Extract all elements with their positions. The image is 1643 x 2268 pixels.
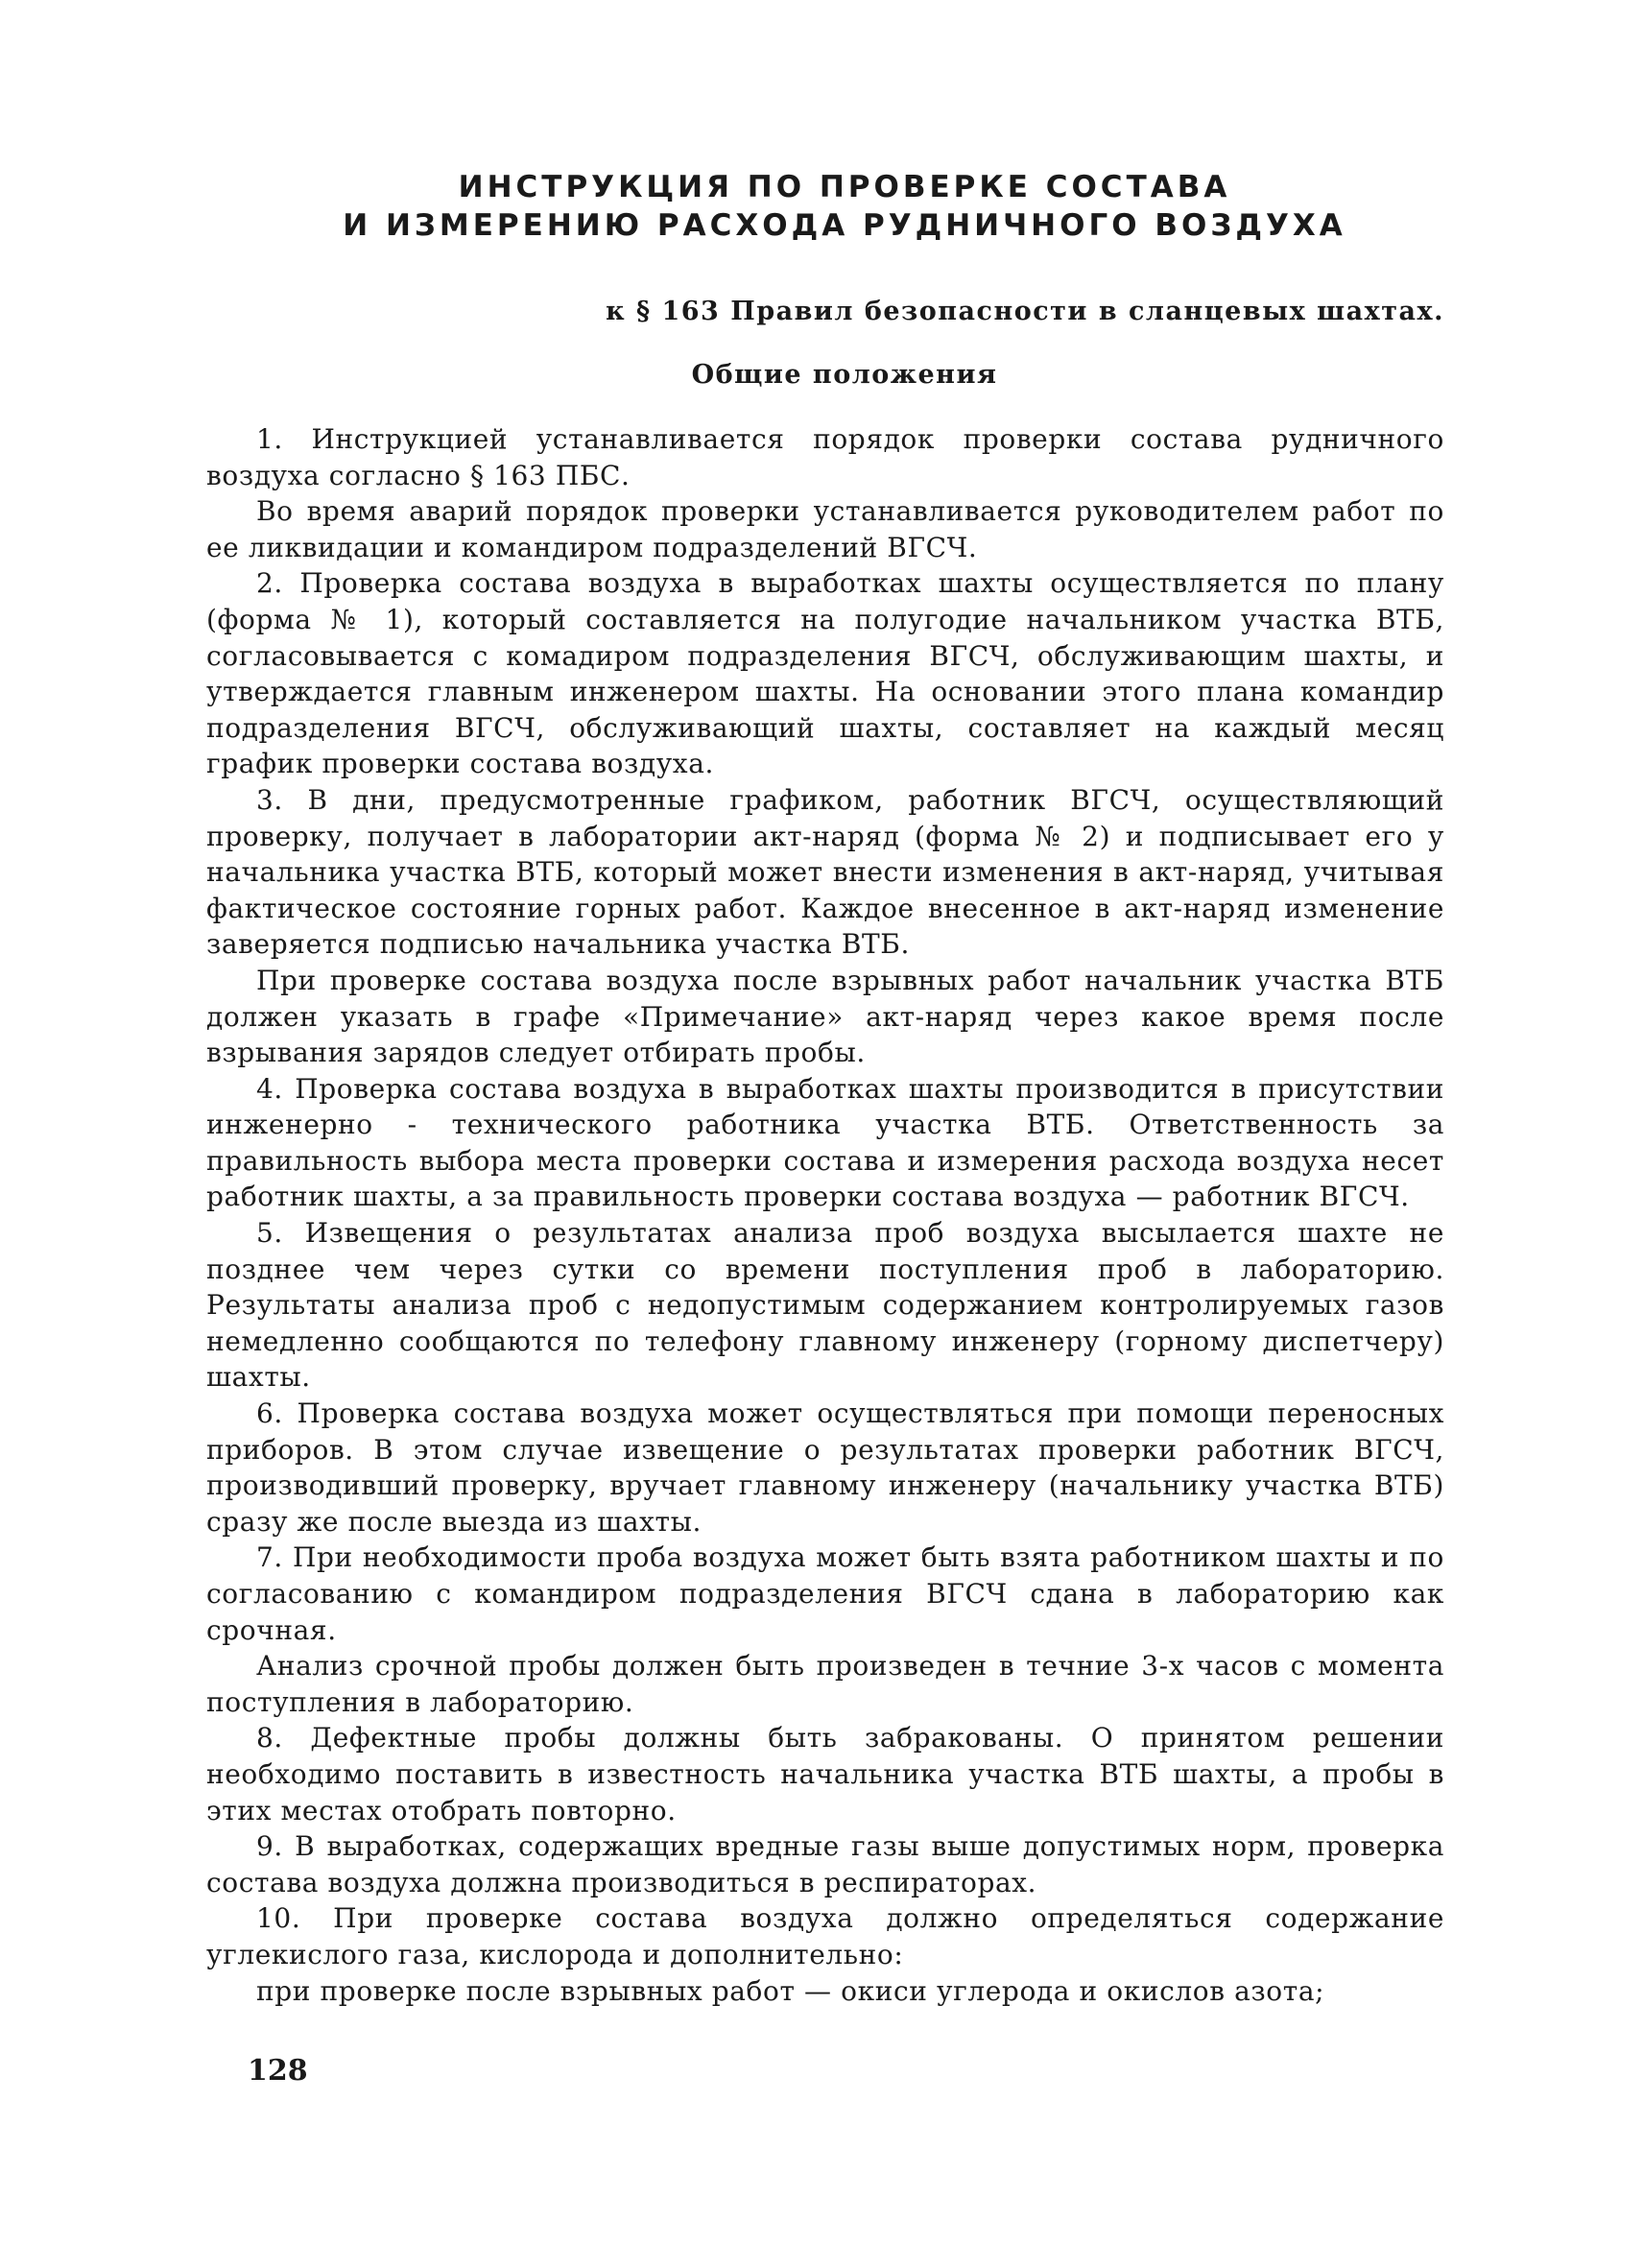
paragraph: 10. При проверке состава воздуха должно определяться содержание углекислого газа, кислорода и дополнительно: (206, 1902, 1444, 1970)
paragraph: 9. В выработках, содержащих вредные газы выше допустимых норм, проверка состава воздуха должна производиться в респираторах. (206, 1830, 1444, 1898)
paragraph: 6. Проверка состава воздуха может осуществляться при помощи переносных приборов. В этом случае извещение о результатах проверки работник ВГСЧ, производивший проверку, вручает главному инженеру (начальнику участка ВТБ) сразу же после выезда из шахты. (206, 1397, 1444, 1538)
paragraph: 5. Извещения о результатах анализа проб воздуха высылается шахте не позднее чем через сутки со времени поступления проб в лабораторию. Результаты анализа проб с недопустимым содержанием контролируемых газов немедленно сообщаются по телефону главному инженеру (горному диспетчеру) шахты. (206, 1217, 1444, 1394)
paragraph: 1. Инструкцией устанавливается порядок проверки состава рудничного воздуха согласно § 163 ПБС. (206, 423, 1444, 491)
document-subtitle: к § 163 Правил безопасности в сланцевых шахтах. (606, 297, 1444, 326)
paragraph: при проверке после взрывных работ — окиси углерода и окислов азота; (256, 1974, 1325, 2007)
page-content (206, 168, 1444, 2009)
paragraph: 4. Проверка состава воздуха в выработках шахты производится в присутствии инженерно - технического работника участка ВТБ. Ответственность за правильность выбора места проверки состава и измерения расхода воздуха несет работник шахты, а за правильность проверки состава воздуха — работник ВГСЧ. (206, 1072, 1444, 1213)
title-line-2: И ИЗМЕРЕНИЮ РАСХОДА РУДНИЧНОГО ВОЗДУХА (343, 208, 1346, 243)
paragraph: 8. Дефектные пробы должны быть забракованы. О принятом решении необходимо поставить в известность начальника участка ВТБ шахты, а пробы в этих местах отобрать повторно. (206, 1722, 1444, 1826)
paragraph: 2. Проверка состава воздуха в выработках шахты осуществляется по плану (форма № 1), который составляется на полугодие начальником участка ВТБ, согласовывается с комадиром подразделения ВГСЧ, обслуживающим шахты, и утверждается главным инженером шахты. На основании этого плана командир подразделения ВГСЧ, обслуживающий шахты, составляет на каждый месяц график проверки состава воздуха. (206, 567, 1444, 780)
body-text (206, 421, 1444, 2009)
paragraph: 7. При необходимости проба воздуха может быть взята работником шахты и по согласованию с командиром подразделения ВГСЧ сдана в лабораторию как срочная. (206, 1541, 1444, 1646)
section-heading: Общие положения (691, 360, 998, 390)
paragraph: При проверке состава воздуха после взрывных работ начальник участка ВТБ должен указать в графе «Примечание» акт-наряд через какое время после взрывания зарядов следует отбирать пробы. (206, 964, 1444, 1069)
paragraph: Анализ срочной пробы должен быть произведен в течние 3-х часов с момента поступления в лабораторию. (206, 1650, 1444, 1718)
paragraph: 3. В дни, предусмотренные графиком, работник ВГСЧ, осуществляющий проверку, получает в лаборатории акт-наряд (форма № 2) и подписывает его у начальника участка ВТБ, который может внести изменения в акт-наряд, учитывая фактическое состояние горных работ. Каждое внесенное в акт-наряд изменение заверяется подписью начальника участка ВТБ. (206, 783, 1444, 961)
page-number: 128 (248, 2054, 308, 2088)
paragraph: Во время аварий порядок проверки устанавливается руководителем работ по ее ликвидации и командиром подразделений ВГСЧ. (206, 495, 1444, 563)
title-line-1: ИНСТРУКЦИЯ ПО ПРОВЕРКЕ СОСТАВА (458, 170, 1231, 204)
document-title (245, 168, 1444, 245)
